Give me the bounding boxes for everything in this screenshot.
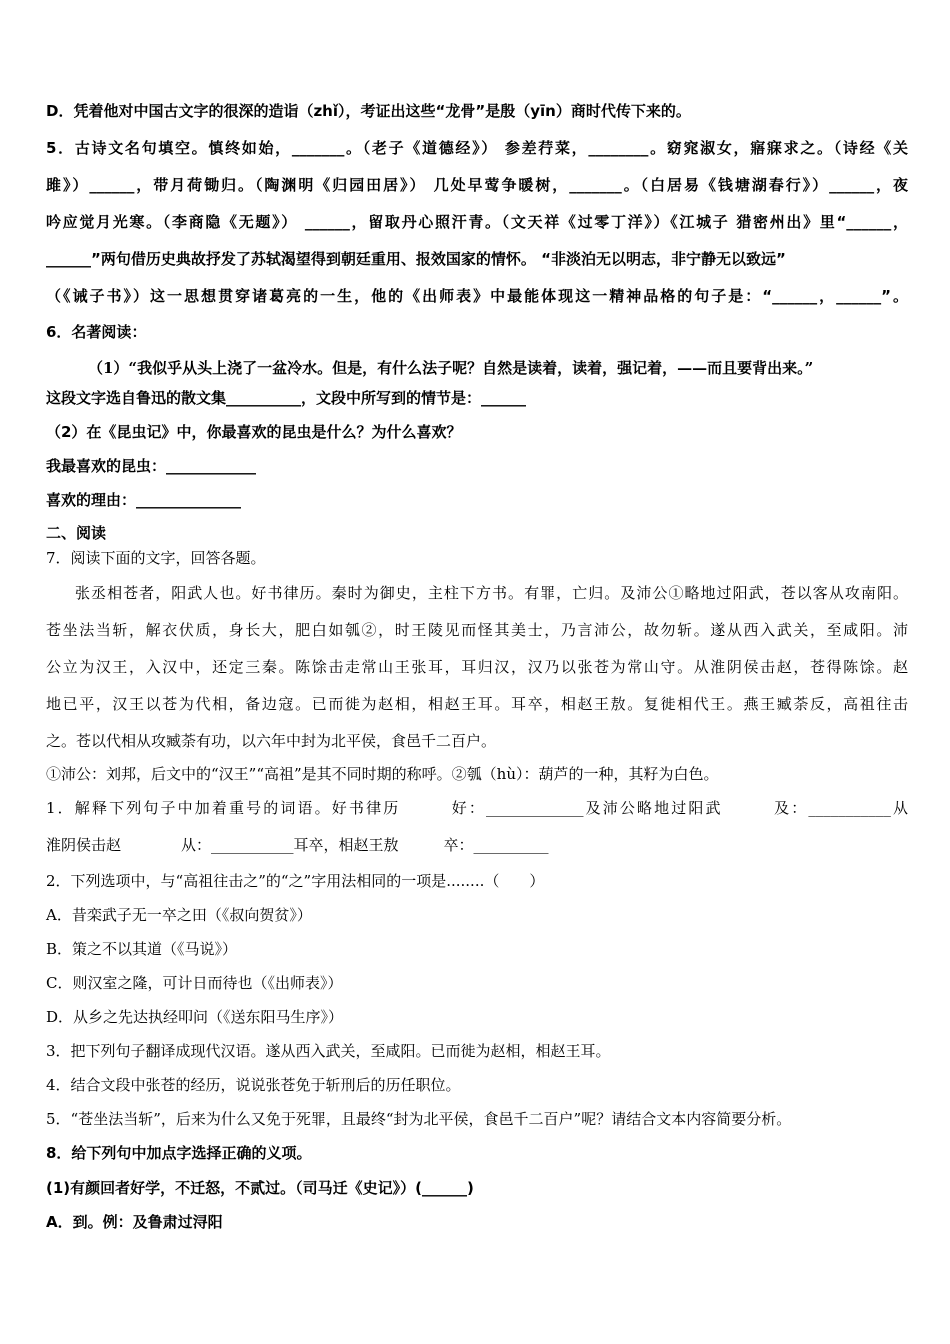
- passage-line: 苍坐法当斩，解衣伏质，身长大，肥白如瓠②，时王陵见而怪其美士，乃言沛公，故勿斩。遂从西入武关，至咸阳。沛: [46, 621, 908, 639]
- q6-title: 6．名著阅读：: [46, 323, 147, 341]
- q8-title: 8．给下列句中加点字选择正确的义项。: [46, 1144, 312, 1162]
- q6-reason: 喜欢的理由：______________: [46, 491, 242, 509]
- q5-line: 5．古诗文名句填空。慎终如始，_______。（老子《道德经》） 参差荇菜，________。窈窕淑女，寤寐求之。（诗经《关: [46, 139, 908, 157]
- option-d: D．从乡之先达执经叩问（《送东阳马生序》）: [46, 1008, 344, 1026]
- q7-sub1: 淮阴侯击赵 从：___________耳卒，相赵王敖 卒：__________: [46, 836, 549, 854]
- passage-line: 公立为汉王，入汉中，还定三秦。陈馀击走常山王张耳，耳归汉，汉乃以张苍为常山守。从淮阴侯击赵，苍得陈馀。赵: [46, 658, 908, 676]
- section-heading: 二、阅读: [46, 524, 107, 542]
- passage-line: 之。苍以代相从攻臧荼有功，以六年中封为北平侯，食邑千二百户。: [46, 732, 497, 750]
- passage-line: 张丞相苍者，阳武人也。好书律历。秦时为御史，主柱下方书。有罪，亡归。及沛公①略地过阳武，苍以客从攻南阳。: [75, 584, 908, 602]
- q7-sub4: 4．结合文段中张苍的经历，说说张苍免于斩刑后的历任职位。: [46, 1076, 461, 1094]
- q5-line: （《诫子书》）这一思想贯穿诸葛亮的一生，他的《出师表》中最能体现这一精神品格的句子是：“______，______”。: [46, 287, 908, 305]
- q6-quote: （1）“我似乎从头上浇了一盆冷水。但是，有什么法子呢？自然是读着，读着，强记着，——而且要背出来。”: [88, 359, 814, 377]
- q8-option-a: A．到。例：及鲁肃过浔阳: [46, 1213, 223, 1231]
- q7-sub1: 1．解释下列句子中加着重号的词语。好书律历 好：_____________及沛公略地过阳武 及：___________从: [46, 799, 908, 817]
- q6-question-1: 这段文字选自鲁迅的散文集__________，文段中所写到的情节是：______: [46, 389, 527, 407]
- option-b: B．策之不以其道（《马说》）: [46, 940, 238, 958]
- passage-notes: ①沛公：刘邦，后文中的“汉王”“高祖”是其不同时期的称呼。②瓠（hù）：葫芦的一种，其籽为白色。: [46, 765, 719, 783]
- q5-line: 雎》）______，带月荷锄归。（陶渊明《归园田居》） 几处早莺争暖树，_______。（白居易《钱塘湖春行》）______，夜: [46, 176, 908, 194]
- q7-sub5: 5．“苍坐法当斩”，后来为什么又免于死罪，且最终“封为北平侯，食邑千二百户”呢？请结合文本内容简要分析。: [46, 1110, 792, 1128]
- passage-line: 地已平，汉王以苍为代相，备边寇。已而徙为赵相，相赵王耳。耳卒，相赵王敖。复徙相代王。燕王臧荼反，高祖往击: [46, 695, 908, 713]
- option-a: A．昔栾武子无一卒之田（《叔向贺贫》）: [46, 906, 312, 924]
- q7-intro: 7．阅读下面的文字，回答各题。: [46, 549, 266, 567]
- q5-line: ______”两句借历史典故抒发了苏轼渴望得到朝廷重用、报效国家的情怀。 “非淡泊无以明志，非宁静无以致远”: [46, 250, 786, 268]
- q6-question-2: （2）在《昆虫记》中，你最喜欢的昆虫是什么？为什么喜欢？: [46, 423, 462, 441]
- option-c: C．则汉室之隆，可计日而待也（《出师表》）: [46, 974, 343, 992]
- q6-favorite-insect: 我最喜欢的昆虫：____________: [46, 457, 257, 475]
- q8-item-1: (1)有颜回者好学，不迁怒，不贰过。（司马迁《史记》）(______): [46, 1179, 474, 1197]
- q7-sub2: 2．下列选项中，与“高祖往击之”的“之”字用法相同的一项是........（ ）: [46, 872, 545, 890]
- q5-line: 吟应觉月光寒。（李商隐《无题》） ______，留取丹心照汗青。（文天祥《过零丁洋》）《江城子 猎密州出》里“______，: [46, 213, 908, 231]
- q7-sub3: 3．把下列句子翻译成现代汉语。遂从西入武关，至咸阳。已而徙为赵相，相赵王耳。: [46, 1042, 611, 1060]
- q4-option-d: D．凭着他对中国古文字的很深的造诣（zhǐ），考证出这些“龙骨”是殷（yīn）商时代传下来的。: [46, 102, 691, 120]
